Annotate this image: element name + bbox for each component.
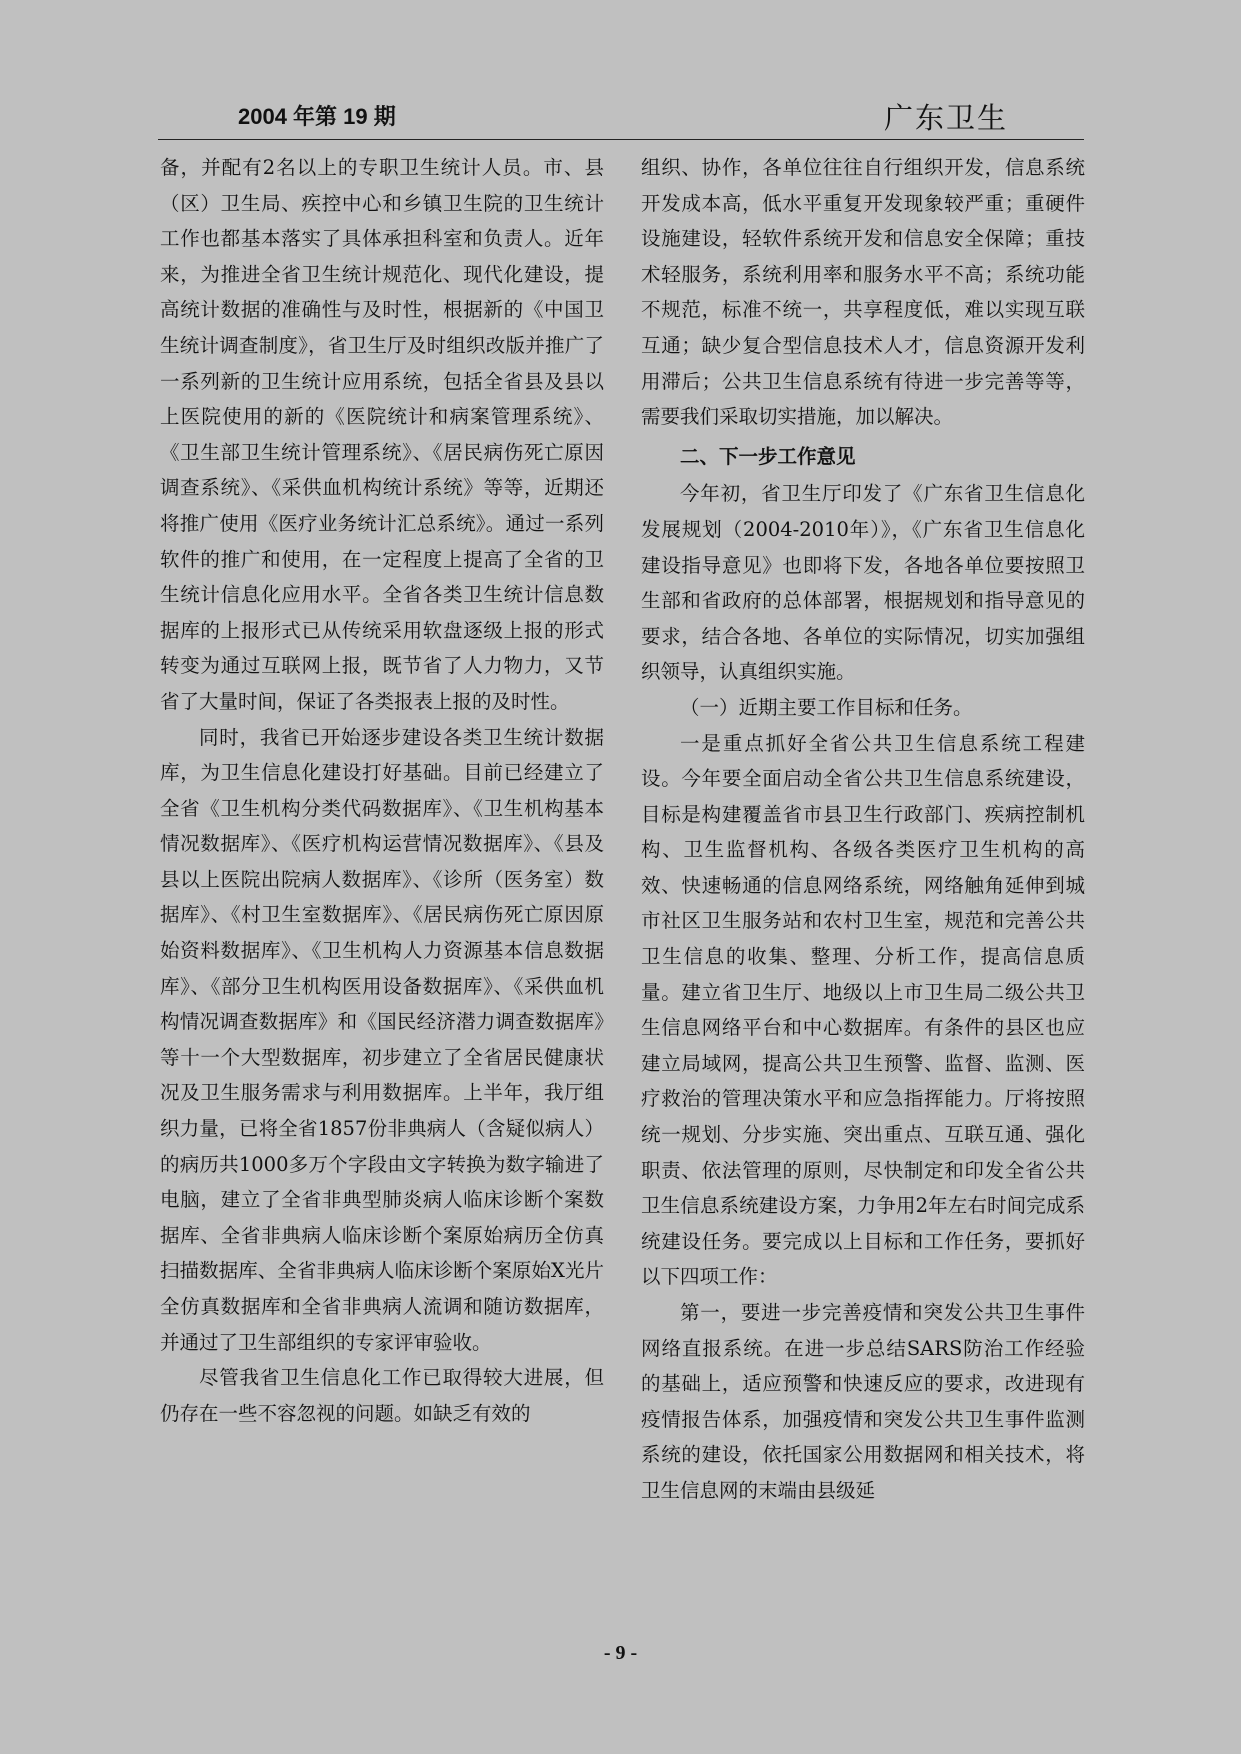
paragraph: 一是重点抓好全省公共卫生信息系统工程建设。今年要全面启动全省公共卫生信息系统建设，目标是构建覆盖省市县卫生行政部门、疾病控制机构、卫生监督机构、各级各类医疗卫生机构的高效、快速畅通的信息网络系统，网络触角延伸到城市社区卫生服务站和农村卫生室，规范和完善公共卫生信息的收集、整理、分析工作，提高信息质量。建立省卫生厅、地级以上市卫生局二级公共卫生信息网络平台和中心数据库。有条件的县区也应建立局域网，提高公共卫生预警、监督、监测、医疗救治的管理决策水平和应急指挥能力。厅将按照统一规划、分步实施、突出重点、互联互通、强化职责、依法管理的原则，尽快制定和印发全省公共卫生信息系统建设方案，力争用2年左右时间完成系统建设任务。要完成以上目标和工作任务，要抓好以下四项工作： <box>641 731 1085 1289</box>
page-number: - 9 - <box>603 1642 638 1664</box>
paragraph: 今年初，省卫生厅印发了《广东省卫生信息化发展规划（2004-2010年）》，《广东省卫生信息化建设指导意见》也即将下发，各地各单位要按照卫生部和省政府的总体部署，根据规划和指导意见的要求，结合各地、各单位的实际情况，切实加强组织领导，认真组织实施。 <box>641 482 1085 684</box>
paragraph: 组织、协作，各单位往往自行组织开发，信息系统开发成本高，低水平重复开发现象较严重；重硬件设施建设，轻软件系统开发和信息安全保障；重技术轻服务，系统利用率和服务水平不高；系统功能不规范，标准不统一，共享程度低，难以实现互联互通；缺少复合型信息技术人才，信息资源开发利用滞后；公共卫生信息系统有待进一步完善等等，需要我们采取切实措施，加以解决。 <box>641 156 1085 429</box>
left-text-column <box>160 150 604 1431</box>
right-text-column <box>641 150 1085 1509</box>
section-heading: 二、下一步工作意见 <box>680 444 856 468</box>
header-divider <box>158 139 1084 140</box>
journal-title: 广东卫生 <box>884 101 1009 135</box>
paragraph: 尽管我省卫生信息化工作已取得较大进展，但仍存在一些不容忽视的问题。如缺乏有效的 <box>160 1366 604 1425</box>
subsection-heading: （一）近期主要工作目标和任务。 <box>680 695 973 719</box>
paragraph: 第一，要进一步完善疫情和突发公共卫生事件网络直报系统。在进一步总结SARS防治工作经验的基础上，适应预警和快速反应的要求，改进现有疫情报告体系，加强疫情和突发公共卫生事件监测系统的建设，依托国家公用数据网和相关技术，将卫生信息网的末端由县级延 <box>641 1301 1085 1502</box>
issue-label: 2004 年第 19 期 <box>238 104 396 129</box>
paragraph: 备，并配有2名以上的专职卫生统计人员。市、县（区）卫生局、疾控中心和乡镇卫生院的卫生统计工作也都基本落实了具体承担科室和负责人。近年来，为推进全省卫生统计规范化、现代化建设，提高统计数据的准确性与及时性，根据新的《中国卫生统计调查制度》，省卫生厅及时组织改版并推广了一系列新的卫生统计应用系统，包括全省县及县以上医院使用的新的《医院统计和病案管理系统》、《卫生部卫生统计管理系统》、《居民病伤死亡原因调查系统》、《采供血机构统计系统》等等，近期还将推广使用《医疗业务统计汇总系统》。通过一系列软件的推广和使用，在一定程度上提高了全省的卫生统计信息化应用水平。全省各类卫生统计信息数据库的上报形式已从传统采用软盘逐级上报的形式转变为通过互联网上报，既节省了人力物力，又节省了大量时间，保证了各类报表上报的及时性。 <box>160 156 604 713</box>
paragraph: 同时，我省已开始逐步建设各类卫生统计数据库，为卫生信息化建设打好基础。目前已经建立了全省《卫生机构分类代码数据库》、《卫生机构基本情况数据库》、《医疗机构运营情况数据库》、《县及县以上医院出院病人数据库》、《诊所（医务室）数据库》、《村卫生室数据库》、《居民病伤死亡原因原始资料数据库》、《卫生机构人力资源基本信息数据库》、《部分卫生机构医用设备数据库》、《采供血机构情况调查数据库》和《国民经济潜力调查数据库》等十一个大型数据库，初步建立了全省居民健康状况及卫生服务需求与利用数据库。上半年，我厅组织力量，已将全省1857份非典病人（含疑似病人）的病历共1000多万个字段由文字转换为数字输进了电脑，建立了全省非典型肺炎病人临床诊断个案数据库、全省非典病人临床诊断个案原始病历全仿真扫描数据库、全省非典病人临床诊断个案原始X光片全仿真数据库和全省非典病人流调和随访数据库，并通过了卫生部组织的专家评审验收。 <box>160 725 604 1354</box>
